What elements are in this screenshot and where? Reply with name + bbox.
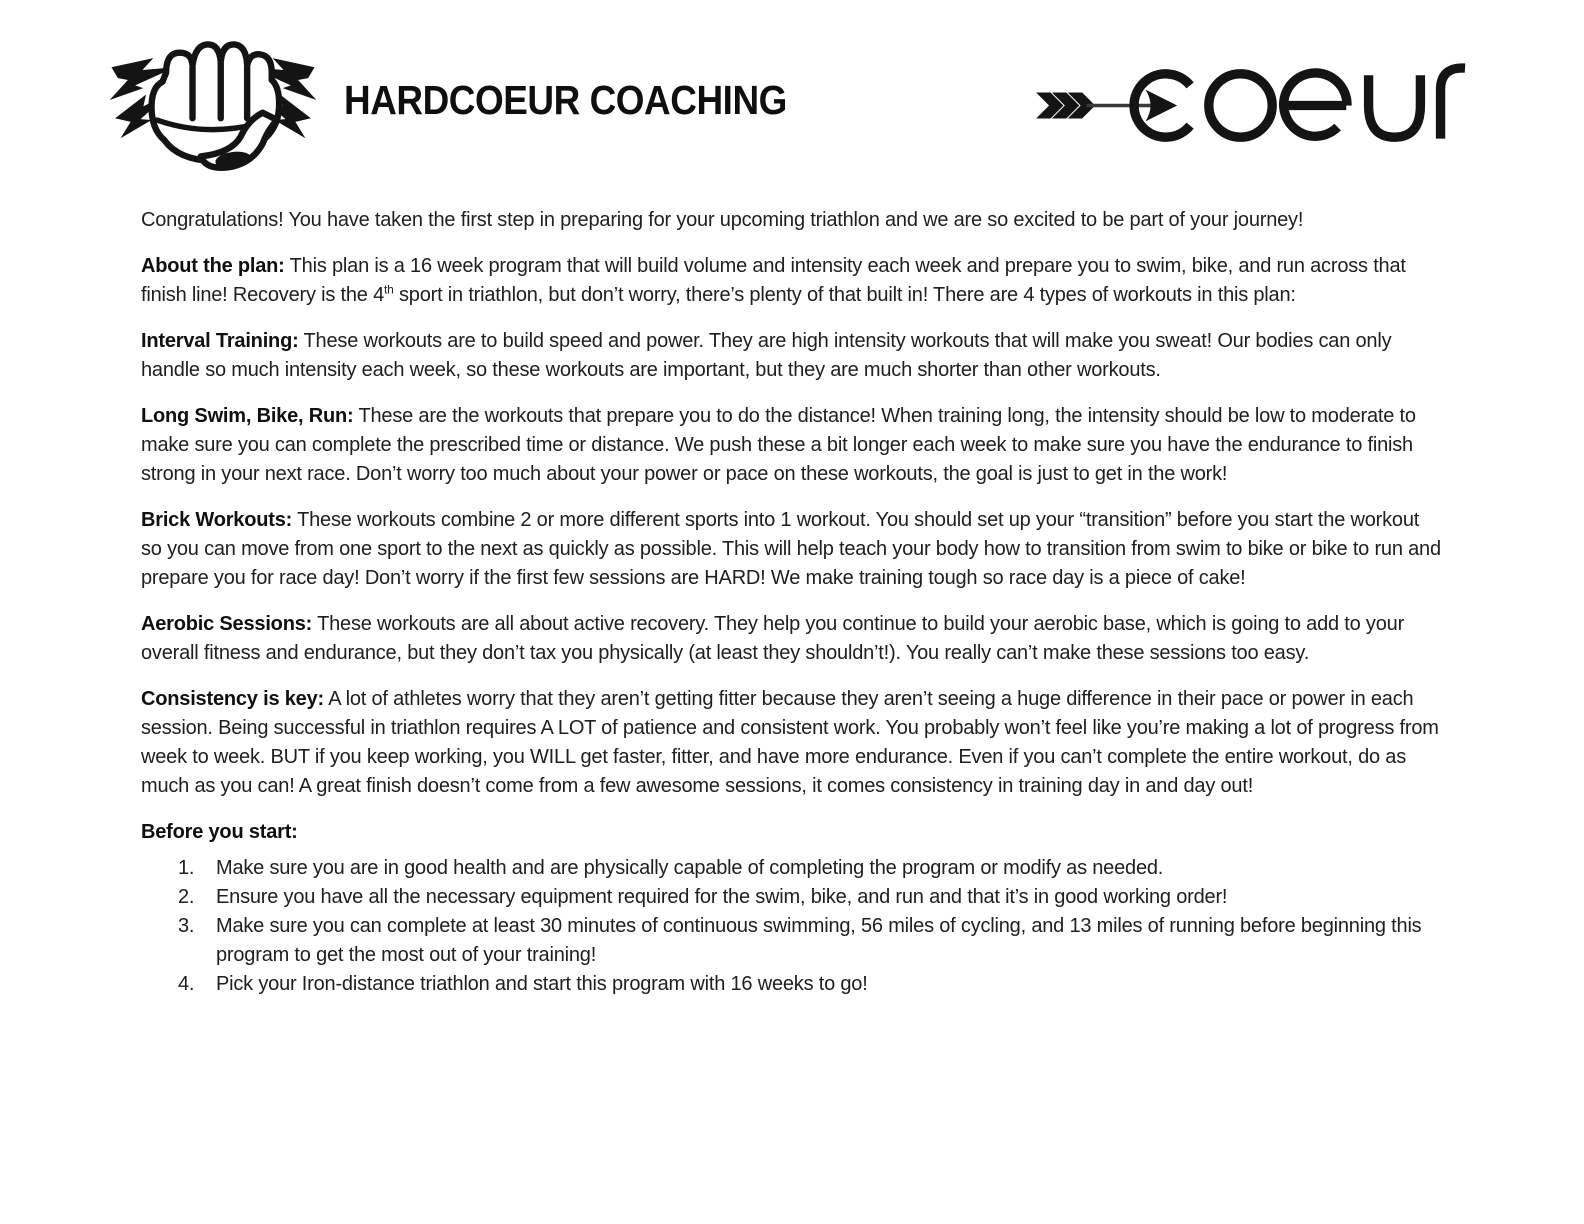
- list-item-number: 2.: [178, 886, 195, 908]
- coeur-logo: [1036, 58, 1468, 158]
- workout-aerobic-paragraph: [141, 610, 1444, 668]
- document-header: [0, 0, 1584, 176]
- about-plan-text-2: sport in triathlon, but don’t worry, there’s plenty of that built in! There are 4 types of workouts in this plan:: [393, 284, 1296, 306]
- list-item-text: Pick your Iron-distance triathlon and start this program with 16 weeks to go!: [216, 973, 868, 995]
- list-item: [178, 912, 1444, 970]
- workout-brick-paragraph: [141, 506, 1444, 593]
- workout-long-text: These are the workouts that prepare you to do the distance! When training long, the intensity should be low to moderate to make sure you can complete the prescribed time or distance. We push these a bit longer each week to make sure you have the endurance to finish strong in your next race. Don’t worry too much about your power or pace on these workouts, the goal is just to get in the work!: [141, 405, 1416, 485]
- workout-aerobic-text: These workouts are all about active recovery. They help you continue to build your aerobic base, which is going to add to your overall fitness and endurance, but they don’t tax you physically (at least they shouldn’t!). You really can’t make these sessions too easy.: [141, 613, 1405, 664]
- about-plan-lead: About the plan:: [141, 255, 285, 277]
- before-you-start-list: [178, 854, 1444, 999]
- list-item: [178, 854, 1444, 883]
- list-item-number: 1.: [178, 857, 195, 879]
- workout-interval-paragraph: [141, 327, 1444, 385]
- workout-interval-lead: Interval Training:: [141, 330, 299, 352]
- about-plan-paragraph: [141, 252, 1444, 310]
- list-item: [178, 970, 1444, 999]
- company-title: HARDCOEUR COACHING: [344, 76, 787, 123]
- workout-interval-text: These workouts are to build speed and power. They are high intensity workouts that will make you sweat! Our bodies can only handle so much intensity each week, so these workouts are important, but they are much shorter than other workouts.: [141, 330, 1392, 381]
- hardcoeur-brand: [106, 27, 836, 173]
- fist-lightning-icon: [106, 27, 320, 173]
- list-item-text: Ensure you have all the necessary equipment required for the swim, bike, and run and that it’s in good working order!: [216, 886, 1228, 908]
- list-item-number: 4.: [178, 973, 195, 995]
- before-you-start-heading: Before you start:: [141, 821, 298, 843]
- document-body: [141, 206, 1444, 999]
- workout-long-paragraph: [141, 402, 1444, 489]
- workout-brick-text: These workouts combine 2 or more different sports into 1 workout. You should set up your “transition” before you start the workout so you can move from one sport to the next as quickly as possible. This will help teach your body how to transition from swim to bike or bike to run and prepare you for race day! Don’t worry if the first few sessions are HARD! We make training tough so race day is a piece of cake!: [141, 509, 1441, 589]
- workout-brick-lead: Brick Workouts:: [141, 509, 293, 531]
- workout-aerobic-lead: Aerobic Sessions:: [141, 613, 313, 635]
- list-item-text: Make sure you can complete at least 30 minutes of continuous swimming, 56 miles of cycling, and 13 miles of running before beginning this program to get the most out of your training!: [216, 915, 1422, 966]
- list-item: [178, 883, 1444, 912]
- consistency-text: A lot of athletes worry that they aren’t getting fitter because they aren’t seeing a huge difference in their pace or power in each session. Being successful in triathlon requires A LOT of patience and consistent work. You probably won’t feel like you’re making a lot of progress from week to week. BUT if you keep working, you WILL get faster, fitter, and have more endurance. Even if you can’t complete the entire workout, do as much as you can! A great finish doesn’t come from a few awesome sessions, it comes consistency in training day in and day out!: [141, 688, 1439, 797]
- ordinal-superscript: th: [384, 282, 394, 297]
- list-item-number: 3.: [178, 915, 195, 937]
- about-plan-text-1: This plan is a 16 week program that will build volume and intensity each week and prepare you to swim, bike, and run across that finish line! Recovery is the 4: [141, 255, 1406, 306]
- coeur-arrow-logo-graphic: [1036, 58, 1468, 153]
- intro-paragraph: Congratulations! You have taken the first step in preparing for your upcoming triathlon and we are so excited to be part of your journey!: [141, 209, 1304, 231]
- list-item-text: Make sure you are in good health and are physically capable of completing the program or modify as needed.: [216, 857, 1164, 879]
- consistency-paragraph: [141, 685, 1444, 801]
- workout-long-lead: Long Swim, Bike, Run:: [141, 405, 354, 427]
- consistency-lead: Consistency is key:: [141, 688, 324, 710]
